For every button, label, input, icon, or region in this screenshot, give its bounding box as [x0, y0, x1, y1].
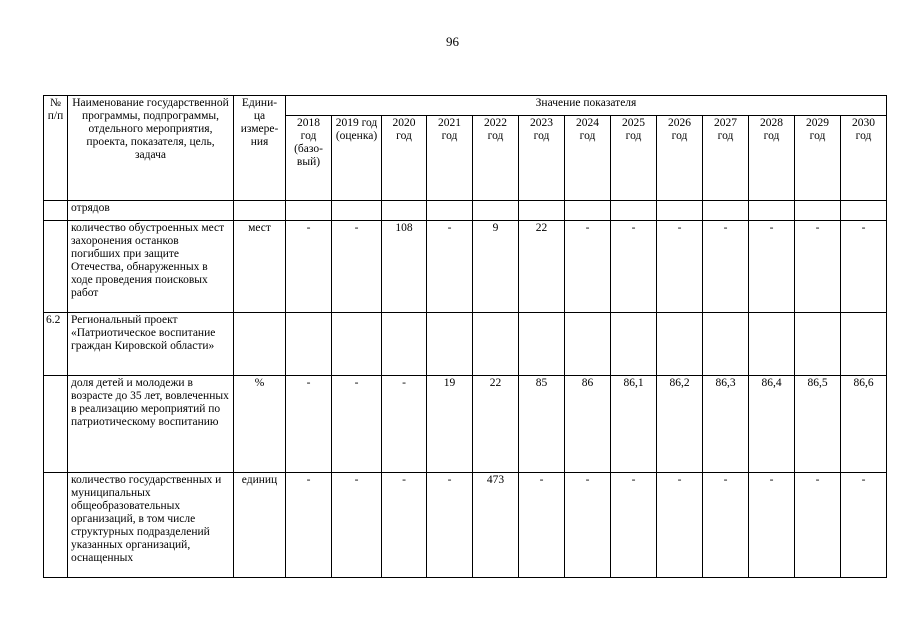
table-row — [44, 376, 887, 473]
value-cell — [841, 313, 887, 376]
value-cell — [657, 313, 703, 376]
value-cell — [286, 313, 332, 376]
header-year: 2026 год — [657, 116, 703, 201]
value-cell: 86,4 — [749, 376, 795, 473]
value-cell — [332, 201, 382, 221]
value-cell: - — [657, 473, 703, 578]
header-year: 2021 год — [427, 116, 473, 201]
value-cell: 19 — [427, 376, 473, 473]
value-cell: - — [657, 221, 703, 313]
header-year: 2027 год — [703, 116, 749, 201]
row-name-cell: количество государственных и муниципальных общеобразовательных организаций, в том числе структурных подразделений указанных организаций, оснащенных — [68, 473, 234, 578]
value-cell — [332, 313, 382, 376]
value-cell: 22 — [473, 376, 519, 473]
value-cell — [519, 313, 565, 376]
value-cell — [795, 313, 841, 376]
value-cell: 86,3 — [703, 376, 749, 473]
value-cell: - — [565, 221, 611, 313]
value-cell: 86,2 — [657, 376, 703, 473]
value-cell — [565, 201, 611, 221]
value-cell — [427, 313, 473, 376]
value-cell: - — [286, 376, 332, 473]
header-year: 2020 год — [382, 116, 427, 201]
value-cell — [795, 201, 841, 221]
table-row — [44, 313, 887, 376]
value-cell — [427, 201, 473, 221]
value-cell: - — [703, 221, 749, 313]
value-cell: 85 — [519, 376, 565, 473]
row-number-cell: 6.2 — [44, 313, 68, 376]
value-cell — [841, 201, 887, 221]
row-unit-cell: единиц — [234, 473, 286, 578]
row-name-cell: отрядов — [68, 201, 234, 221]
row-unit-cell — [234, 201, 286, 221]
header-year: 2019 год (оценка) — [332, 116, 382, 201]
value-cell: - — [427, 221, 473, 313]
row-number-cell — [44, 376, 68, 473]
value-cell — [657, 201, 703, 221]
header-year: 2025 год — [611, 116, 657, 201]
value-cell: - — [286, 221, 332, 313]
table-row — [44, 473, 887, 578]
header-col-name: Наименование государственной программы, подпрограммы, отдельного мероприятия, проекта, показателя, цель, задача — [68, 96, 234, 201]
row-number-cell — [44, 473, 68, 578]
row-name-cell: количество обустроенных мест захоронения останков погибших при защите Отечества, обнаруженных в ходе проведения поисковых работ — [68, 221, 234, 313]
value-cell — [286, 201, 332, 221]
value-cell: - — [749, 473, 795, 578]
value-cell: - — [332, 376, 382, 473]
table-row — [44, 201, 887, 221]
value-cell: - — [611, 473, 657, 578]
value-cell — [382, 313, 427, 376]
row-unit-cell: % — [234, 376, 286, 473]
row-unit-cell: мест — [234, 221, 286, 313]
row-name-cell: доля детей и молодежи в возрасте до 35 лет, вовлеченных в реализацию мероприятий по патриотическому воспитанию — [68, 376, 234, 473]
header-year: 2030 год — [841, 116, 887, 201]
value-cell — [473, 313, 519, 376]
value-cell — [611, 313, 657, 376]
value-cell: - — [427, 473, 473, 578]
value-cell: 86,6 — [841, 376, 887, 473]
header-year: 2018 год (базо-вый) — [286, 116, 332, 201]
value-cell: 86 — [565, 376, 611, 473]
value-cell: 9 — [473, 221, 519, 313]
value-cell: - — [841, 221, 887, 313]
value-cell — [703, 313, 749, 376]
value-cell: - — [332, 221, 382, 313]
value-cell: - — [841, 473, 887, 578]
value-cell — [519, 201, 565, 221]
value-cell: 22 — [519, 221, 565, 313]
value-cell — [749, 313, 795, 376]
header-year: 2029 год — [795, 116, 841, 201]
value-cell: - — [382, 376, 427, 473]
header-col-values: Значение показателя — [286, 96, 887, 116]
header-year: 2022 год — [473, 116, 519, 201]
value-cell — [703, 201, 749, 221]
value-cell: 108 — [382, 221, 427, 313]
row-name-cell: Региональный проект «Патриотическое воспитание граждан Кировской области» — [68, 313, 234, 376]
value-cell: 473 — [473, 473, 519, 578]
value-cell: - — [795, 221, 841, 313]
value-cell — [565, 313, 611, 376]
value-cell — [749, 201, 795, 221]
value-cell: - — [382, 473, 427, 578]
value-cell: - — [332, 473, 382, 578]
value-cell: - — [795, 473, 841, 578]
value-cell — [611, 201, 657, 221]
value-cell: - — [286, 473, 332, 578]
value-cell — [473, 201, 519, 221]
page-number: 96 — [446, 34, 459, 49]
indicator-table — [43, 95, 887, 578]
header-col-unit: Едини-ца измере-ния — [234, 96, 286, 201]
value-cell: - — [749, 221, 795, 313]
header-year: 2028 год — [749, 116, 795, 201]
value-cell: - — [519, 473, 565, 578]
value-cell: 86,1 — [611, 376, 657, 473]
value-cell — [382, 201, 427, 221]
value-cell: - — [703, 473, 749, 578]
value-cell: 86,5 — [795, 376, 841, 473]
value-cell: - — [565, 473, 611, 578]
row-number-cell — [44, 221, 68, 313]
table-row — [44, 221, 887, 313]
value-cell: - — [611, 221, 657, 313]
header-col-number: № п/п — [44, 96, 68, 201]
row-number-cell — [44, 201, 68, 221]
row-unit-cell — [234, 313, 286, 376]
header-year: 2023 год — [519, 116, 565, 201]
header-year: 2024 год — [565, 116, 611, 201]
